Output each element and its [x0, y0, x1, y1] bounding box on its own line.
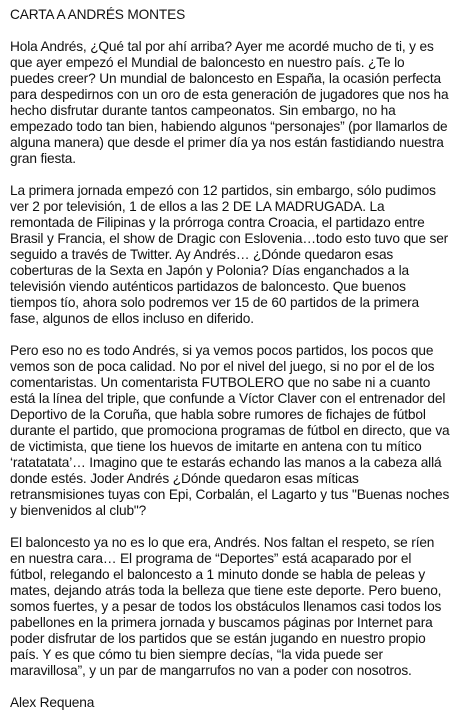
letter-paragraph-greeting: Hola Andrés, ¿Qué tal por ahí arriba? Ayer me acordé mucho de ti, y es que ayer empezó el Mundial de baloncesto en nuestro país. ¿Te lo puedes creer? Un mundial de baloncesto en España, la ocasión perfecta para despedirnos con un oro de esta generación de jugadores que nos ha hecho disfrutar durante tantos campeonatos. Sin embargo, no ha empezado todo tan bien, habiendo algunos “personajes” (por llamarlos de alguna manera) que desde el primer día ya nos están fastidiando nuestra gran fiesta. — [10, 39, 449, 166]
letter-paragraph-commentators: Pero eso no es todo Andrés, si ya vemos pocos partidos, los pocos que vemos son de poca calidad. No por el nivel del juego, si no por el de los comentaristas. Un comentarista FUTBOLERO que no sabe ni a cuanto está la línea del triple, que confunde a Víctor Claver con el entrenador del Deportivo de la Coruña, que habla sobre rumores de fichajes de fútbol durante el partido, que promociona programas de fútbol en directo, que va de victimista, que tiene los huevos de imitarte en antena con tu mítico ‘ratatatata’… Imagino que te estarás echando las manos a la cabeza allá donde estés. Joder Andrés ¿Dónde quedaron esas míticas retransmisiones tuyas con Epi, Corbalán, el Lagarto y tus "Buenas noches y bienvenidos al club"? — [10, 343, 450, 518]
letter-signature: Alex Requena — [10, 695, 95, 710]
letter-paragraph-closing: El baloncesto ya no es lo que era, Andrés. Nos faltan el respeto, se ríen en nuestra cara… El programa de “Deportes” está acaparado por el fútbol, relegando el baloncesto a 1 minuto donde se habla de peleas y mates, dejando atrás toda la belleza que tiene este deporte. Pero bueno, somos fuertes, y a pesar de todos los obstáculos llenamos casi todos los pabellones en la primera jornada y buscamos páginas por Internet para poder disfrutar de los partidos que se están jugando en nuestro propio país. Y es que cómo tu bien siempre decías, “la vida puede ser maravillosa”, y un par de mangarrufos no van a poder con nosotros. — [10, 535, 442, 678]
letter-paragraph-first-day: La primera jornada empezó con 12 partidos, sin embargo, sólo pudimos ver 2 por televisión, 1 de ellos a las 2 DE LA MADRUGADA. La remontada de Filipinas y la prórroga contra Croacia, el partidazo entre Brasil y Francia, el show de Dragic con Eslovenia…todo esto tuvo que ser seguido a través de Twitter. Ay Andrés… ¿Dónde quedaron esas coberturas de la Sexta en Japón y Polonia? Días enganchados a la televisión viendo auténticos partidazos de baloncesto. Que buenos tiempos tío, ahora solo podremos ver 15 de 60 partidos de la primera fase, algunos de ellos incluso en diferido. — [10, 183, 449, 326]
letter-title: CARTA A ANDRÉS MONTES — [10, 7, 186, 22]
